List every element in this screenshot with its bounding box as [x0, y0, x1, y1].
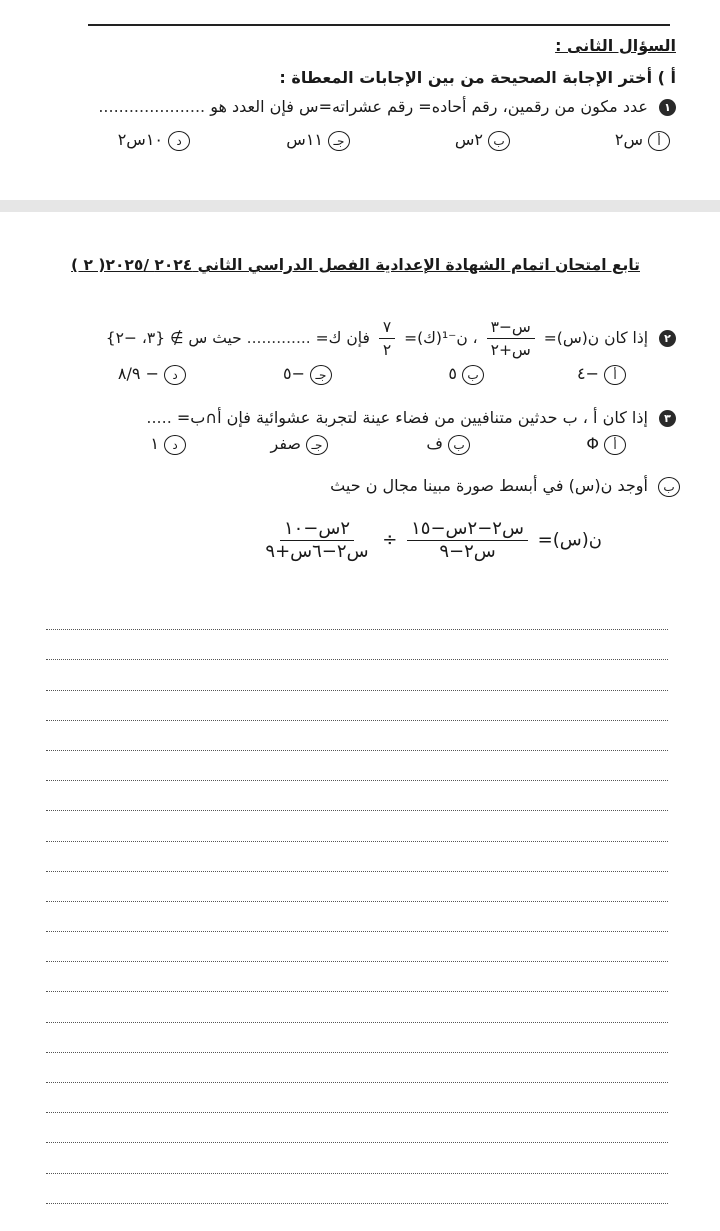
part-b-letter: ب: [658, 477, 680, 497]
choice-text: − ٨/٩: [117, 364, 159, 383]
formula-lhs: ن(س)=: [537, 529, 602, 551]
q3-number: ٣: [659, 410, 676, 427]
choice-letter-a: أ: [648, 131, 670, 151]
choice-text: س٢: [614, 130, 643, 149]
fraction1-denominator: س٢−٩: [439, 541, 496, 562]
choice-letter-c: جـ: [328, 131, 350, 151]
choice-letter-d: د: [164, 435, 186, 455]
choice-text: −٤: [577, 364, 599, 383]
answer-line[interactable]: [46, 1023, 668, 1053]
answer-line[interactable]: [46, 721, 668, 751]
q2-choice-b[interactable]: [448, 364, 484, 385]
q3-text: [146, 408, 676, 427]
choice-text: −٥: [283, 364, 305, 383]
part-b-text: [330, 476, 680, 497]
q3-choice-d[interactable]: [150, 434, 186, 455]
answer-line[interactable]: [46, 600, 668, 630]
q2-fraction: [487, 316, 535, 361]
answer-line[interactable]: [46, 1174, 668, 1204]
answer-line[interactable]: [46, 932, 668, 962]
page-top-section: [0, 0, 720, 200]
answer-line[interactable]: [46, 842, 668, 872]
answer-line[interactable]: [46, 751, 668, 781]
q2-fraction2-numerator: ٧: [379, 316, 395, 339]
q1-number: ١: [659, 99, 676, 116]
q1-blank: .....................: [98, 97, 206, 116]
formula-operator: ÷: [382, 529, 398, 551]
answer-line[interactable]: [46, 1143, 668, 1173]
q2-fraction-numerator: س−٣: [487, 316, 535, 339]
choice-letter-c: جـ: [306, 435, 328, 455]
q1-stem: عدد مكون من رقمين، رقم أحاده= رقم عشراته=س فإن العدد هو: [210, 97, 648, 116]
answer-line[interactable]: [46, 1083, 668, 1113]
question-title: السؤال الثانى :: [555, 36, 676, 55]
choice-text: ١٠س٢: [117, 130, 163, 149]
part-b-stem: أوجد ن(س) في أبسط صورة مبينا مجال ن حيث: [330, 476, 648, 495]
q3-choice-b[interactable]: [426, 434, 470, 455]
choice-text: ف: [426, 434, 443, 453]
choice-letter-d: د: [168, 131, 190, 151]
choice-letter-a: أ: [604, 435, 626, 455]
q2-text: [106, 316, 676, 361]
q1-choice-d[interactable]: [118, 130, 190, 151]
q2-number: ٢: [659, 330, 676, 347]
q2-func: ن(س)=: [543, 329, 600, 347]
choice-letter-d: د: [164, 365, 186, 385]
q2-fraction2-denominator: ٢: [382, 341, 392, 359]
choice-text: Φ: [586, 434, 599, 453]
choice-text: صفر: [270, 434, 301, 453]
choice-text: ١: [150, 434, 159, 453]
fraction1-numerator: س٢−٢س−١٥: [407, 518, 528, 541]
instruction-text: أ ) أختر الإجابة الصحيحة من بين الإجابات المعطاة :: [279, 68, 676, 87]
choice-letter-c: جـ: [310, 365, 332, 385]
q2-blank: .............: [246, 329, 311, 347]
q2-choice-d[interactable]: [118, 364, 186, 385]
answer-line[interactable]: [46, 660, 668, 690]
exam-header: تابع امتحان اتمام الشهادة الإعدادية الفصل الدراسي الثاني ٢٠٢٤ /٢٠٢٥( ٢ ): [71, 256, 640, 274]
answer-line[interactable]: [46, 962, 668, 992]
q1-choice-b[interactable]: [455, 130, 510, 151]
answer-line[interactable]: [46, 781, 668, 811]
answer-line[interactable]: [46, 811, 668, 841]
answer-line[interactable]: [46, 1113, 668, 1143]
answer-line[interactable]: [46, 691, 668, 721]
page-bottom-section: [0, 212, 720, 1231]
answer-line[interactable]: [46, 872, 668, 902]
q1-text: [98, 97, 676, 116]
q1-choice-c[interactable]: [286, 130, 350, 151]
q3-stem: إذا كان أ ، ب حدثين متنافيين من فضاء عينة لتجربة عشوائية فإن أ∩ب=: [176, 408, 648, 427]
q3-blank: .....: [146, 408, 172, 427]
q2-condition: حيث س ∌ {٣، −٢}: [105, 329, 242, 347]
choice-letter-a: أ: [604, 365, 626, 385]
choice-text: ١١س: [286, 130, 323, 149]
choice-letter-b: ب: [448, 435, 470, 455]
choice-text: ٢س: [454, 130, 483, 149]
q2-choice-c[interactable]: [283, 364, 332, 385]
q3-choice-c[interactable]: [270, 434, 328, 455]
fraction2-denominator: س٢−٦س+٩: [265, 541, 369, 562]
q2-fraction-2: [379, 316, 395, 361]
choice-text: ٥: [448, 364, 457, 383]
top-rule: [88, 24, 670, 26]
formula-fraction-1: [407, 518, 528, 563]
q2-choice-a[interactable]: [577, 364, 626, 385]
page-separator: [0, 200, 720, 212]
formula-fraction-2: [261, 518, 372, 563]
answer-line[interactable]: [46, 902, 668, 932]
answer-line[interactable]: [46, 992, 668, 1022]
answer-area[interactable]: [46, 600, 668, 1204]
q2-lead: إذا كان: [604, 329, 649, 347]
choice-letter-b: ب: [488, 131, 510, 151]
answer-line[interactable]: [46, 630, 668, 660]
q2-fraction-denominator: س+٢: [490, 341, 531, 359]
q2-tail: فإن ك=: [315, 329, 370, 347]
q2-middle: ، ن⁻¹(ك)=: [404, 329, 478, 347]
fraction2-numerator: ٢س−١٠: [280, 518, 354, 541]
q3-choice-a[interactable]: [586, 434, 626, 455]
q1-choice-a[interactable]: [615, 130, 670, 151]
part-b-formula: [257, 518, 602, 563]
answer-line[interactable]: [46, 1053, 668, 1083]
choice-letter-b: ب: [462, 365, 484, 385]
